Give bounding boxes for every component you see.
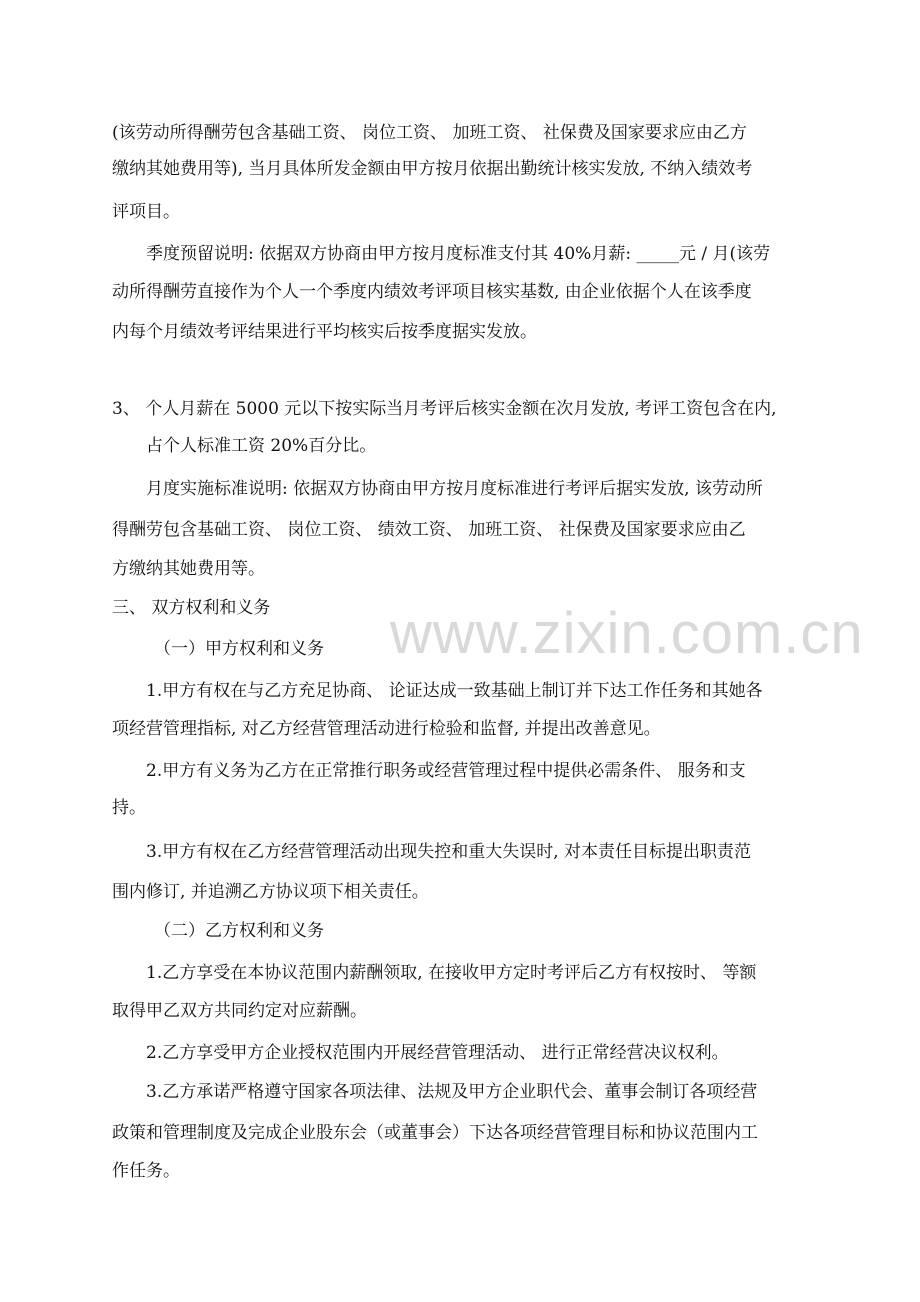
text-line: 项经营管理指标, 对乙方经营管理活动进行检验和监督, 并提出改善意见。 — [112, 719, 661, 739]
text-line: 内每个月绩效考评结果进行平均核实后按季度据实发放。 — [112, 322, 537, 342]
text-line: 1.乙方享受在本协议范围内薪酬领取, 在接收甲方定时考评后乙方有权按时、 等额 — [146, 963, 757, 983]
text-line: 占个人标准工资 20%百分比。 — [146, 436, 377, 456]
text-line: 评项目。 — [112, 202, 180, 222]
text-line: 月度实施标准说明: 依据双方协商由甲方按月度标准进行考评后据实发放, 该劳动所 — [146, 479, 763, 499]
text-line: 作任务。 — [112, 1161, 180, 1181]
text-line: 3.乙方承诺严格遵守国家各项法律、法规及甲方企业职代会、董事会制订各项经营 — [146, 1082, 758, 1102]
text-line: (该劳动所得酬劳包含基础工资、 岗位工资、 加班工资、 社保费及国家要求应由乙方 — [112, 123, 747, 143]
text-line: 取得甲乙双方共同约定对应薪酬。 — [112, 1001, 367, 1021]
subsection-heading: （二）乙方权利和义务 — [154, 921, 324, 941]
text-line: 方缴纳其她费用等。 — [112, 559, 265, 579]
text-line: 得酬劳包含基础工资、 岗位工资、 绩效工资、 加班工资、 社保费及国家要求应由乙 — [112, 520, 746, 540]
text-line: 围内修订, 并追溯乙方协议项下相关责任。 — [112, 882, 429, 902]
text-line: 2.甲方有义务为乙方在正常推行职务或经营管理过程中提供必需条件、 服务和支 — [146, 761, 746, 781]
text-line: 缴纳其她费用等), 当月具体所发金额由甲方按月依据出勤统计核实发放, 不纳入绩效考 — [112, 159, 753, 179]
section-heading: 三、 双方权利和义务 — [112, 598, 271, 618]
watermark: www.zixin.com.cn — [390, 601, 864, 666]
text-line: 季度预留说明: 依据双方协商由甲方按月度标准支付其 40%月薪: _____元 / 月(该劳 — [146, 244, 771, 264]
subsection-heading: （一）甲方权利和义务 — [154, 639, 324, 659]
text-line: 1.甲方有权在与乙方充足协商、 论证达成一致基础上制订并下达工作任务和其她各 — [146, 681, 763, 701]
text-line: 3.甲方有权在乙方经营管理活动出现失控和重大失误时, 对本责任目标提出职责范 — [146, 842, 752, 862]
text-line: 政策和管理制度及完成企业股东会（或董事会）下达各项经营管理目标和协议范围内工 — [112, 1123, 758, 1143]
text-line: 2.乙方享受甲方企业授权范围内开展经营管理活动、 进行正常经营决议权利。 — [146, 1043, 729, 1063]
list-item-3: 3、 个人月薪在 5000 元以下按实际当月考评后核实金额在次月发放, 考评工资包含在内, — [112, 399, 777, 419]
text-line: 持。 — [112, 798, 146, 818]
text-line: 动所得酬劳直接作为个人一个季度内绩效考评项目核实基数, 由企业依据个人在该季度 — [112, 282, 752, 302]
